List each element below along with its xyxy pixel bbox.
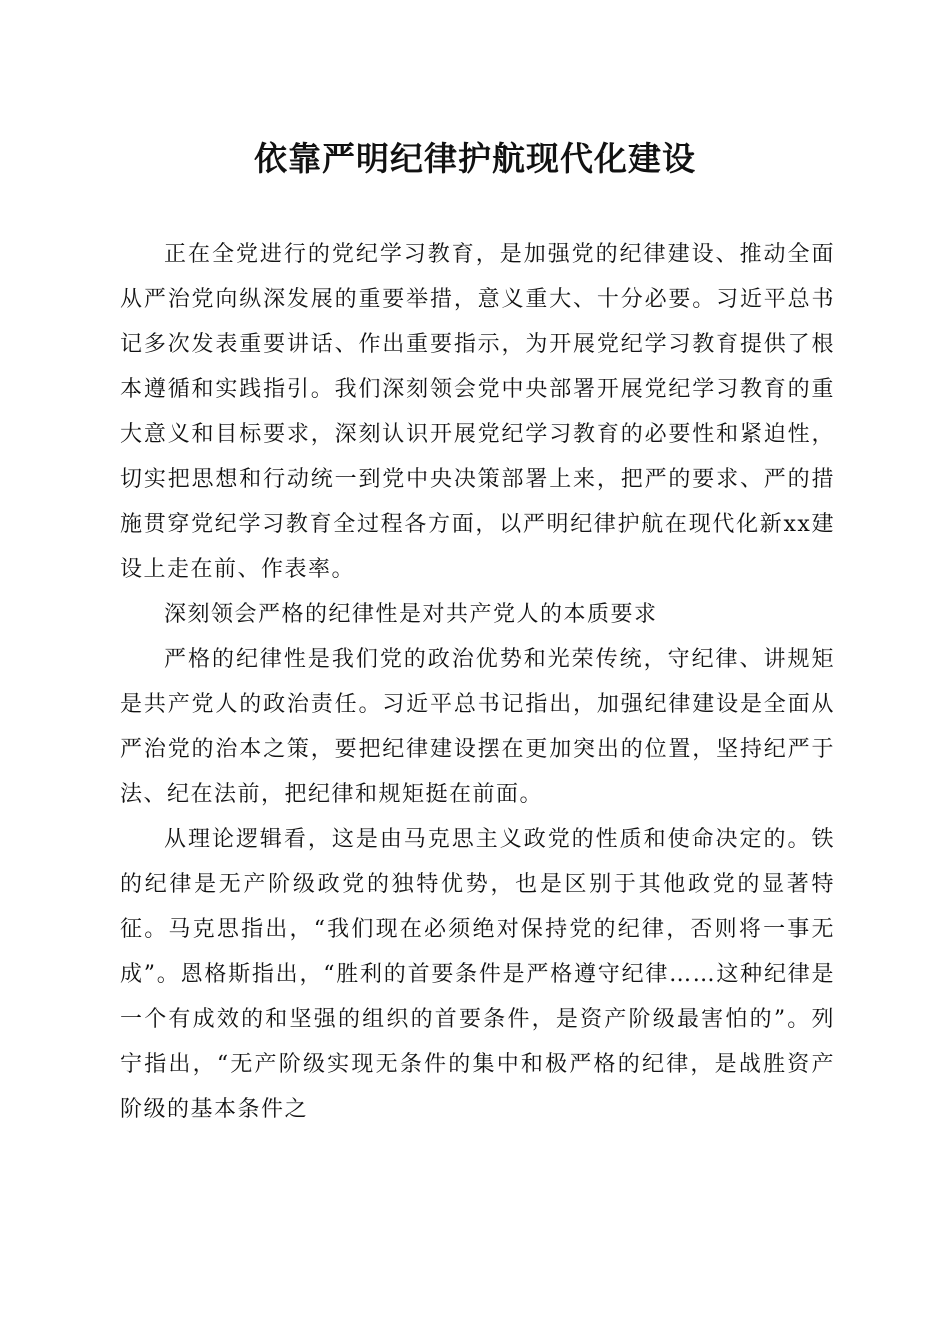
document-body: [120, 232, 835, 1132]
document-title: 依靠严明纪律护航现代化建设: [254, 139, 696, 178]
paragraph-discipline: 严格的纪律性是我们党的政治优势和光荣传统，守纪律、讲规矩是共产党人的政治责任。习近平总书记指出，加强纪律建设是全面从严治党的治本之策，要把纪律建设摆在更加突出的位置，坚持纪严于法、纪在法前，把纪律和规矩挺在前面。: [120, 647, 835, 807]
paragraph-theory: 从理论逻辑看，这是由马克思主义政党的性质和使命决定的。铁的纪律是无产阶级政党的独特优势，也是区别于其他政党的显著特征。马克思指出，“我们现在必须绝对保持党的纪律，否则将一事无成”。恩格斯指出，“胜利的首要条件是严格遵守纪律……这种纪律是一个有成效的和坚强的组织的首要条件，是资产阶级最害怕的”。列宁指出，“无产阶级实现无条件的集中和极严格的纪律，是战胜资产阶级的基本条件之: [120, 827, 835, 1122]
paragraph-intro: 正在全党进行的党纪学习教育，是加强党的纪律建设、推动全面从严治党向纵深发展的重要举措，意义重大、十分必要。习近平总书记多次发表重要讲话、作出重要指示，为开展党纪学习教育提供了根本遵循和实践指引。我们深刻领会党中央部署开展党纪学习教育的重大意义和目标要求，深刻认识开展党纪学习教育的必要性和紧迫性，切实把思想和行动统一到党中央决策部署上来，把严的要求、严的措施贯穿党纪学习教育全过程各方面，以严明纪律护航在现代化新xx建设上走在前、作表率。: [120, 242, 835, 582]
section-heading: 深刻领会严格的纪律性是对共产党人的本质要求: [164, 602, 658, 627]
